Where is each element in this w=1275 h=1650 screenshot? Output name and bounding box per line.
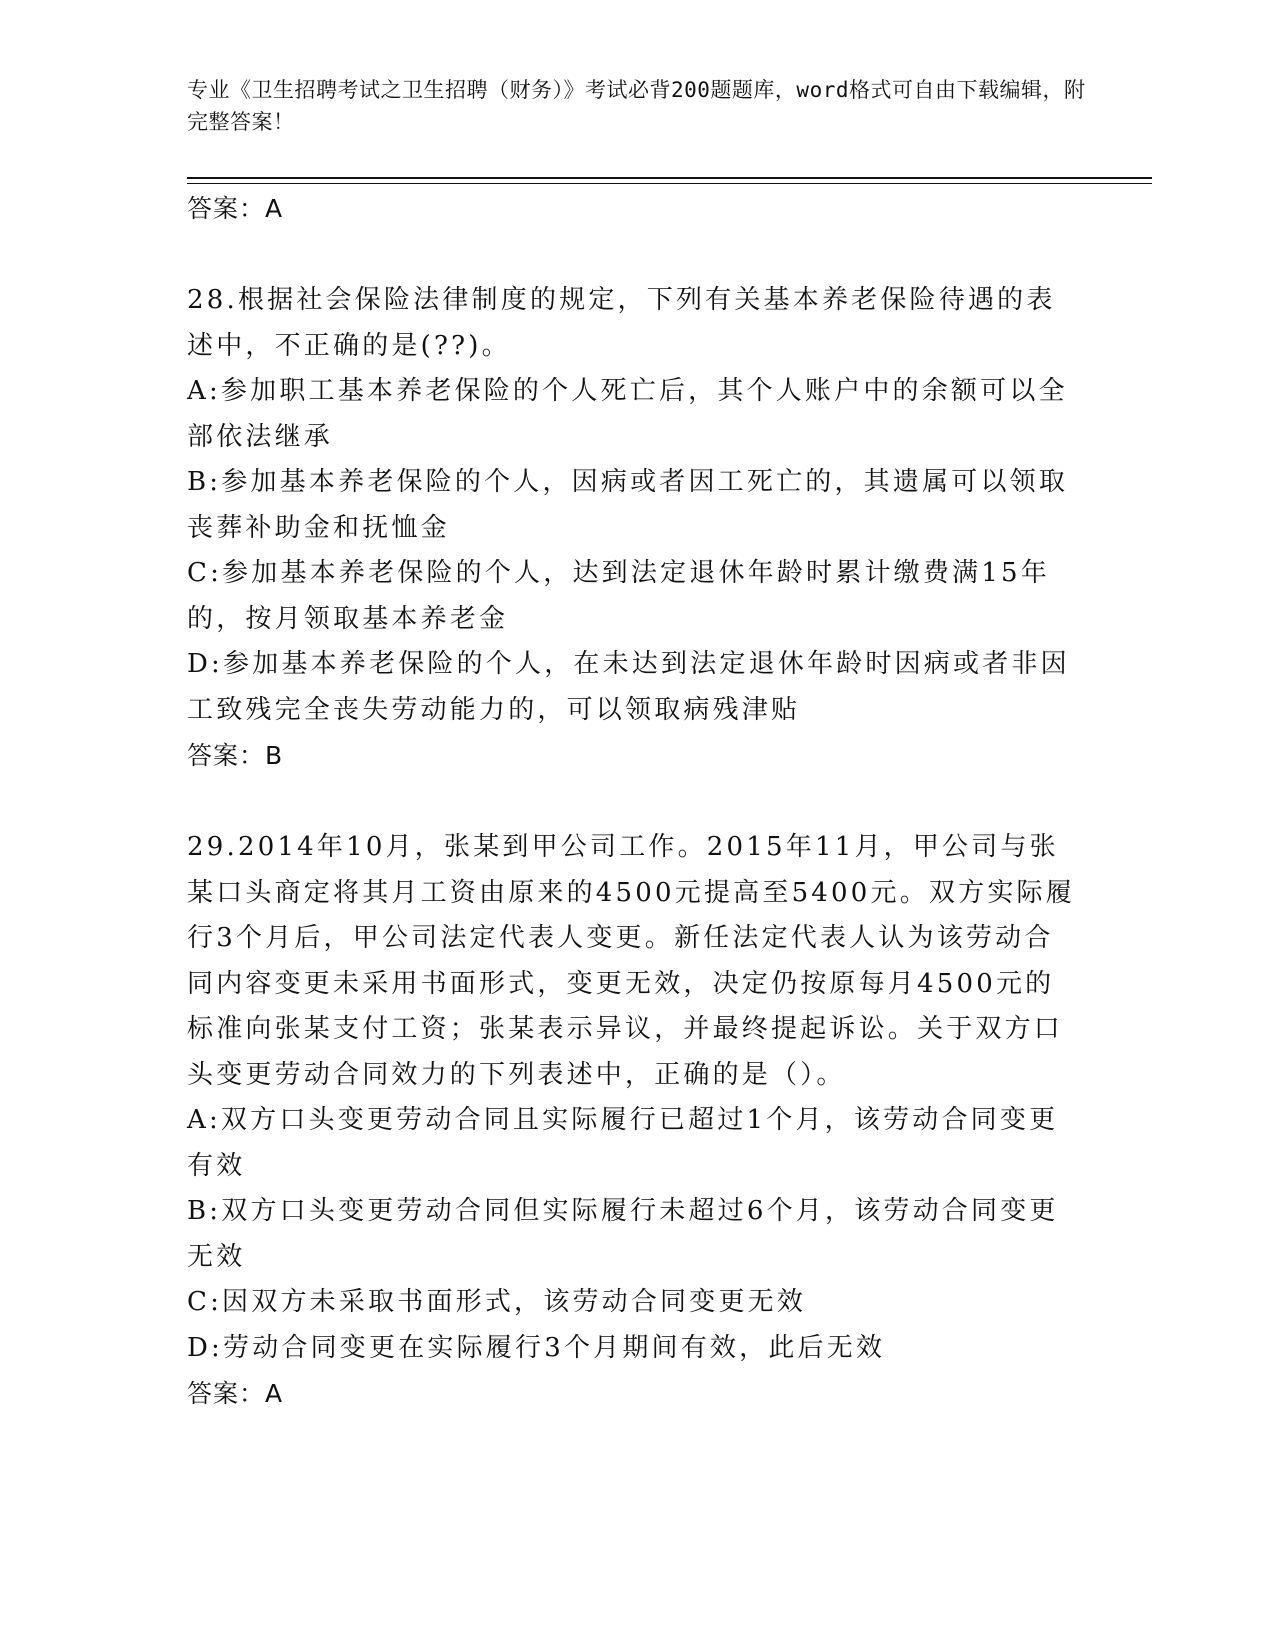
answer: 答案：A: [187, 1379, 284, 1408]
option-b: B:双方口头变更劳动合同但实际履行未超过6个月，该劳动合同变更无效: [187, 1196, 1059, 1272]
option-a: A:参加职工基本养老保险的个人死亡后，其个人账户中的余额可以全部依法继承: [187, 376, 1068, 452]
previous-answer: 答案：A: [187, 194, 284, 223]
option-b: B:参加基本养老保险的个人，因病或者因工死亡的，其遗属可以领取丧葬补助金和抚恤金: [187, 467, 1069, 543]
option-c: C:参加基本养老保险的个人，达到法定退休年龄时累计缴费满15年的，按月领取基本养老金: [187, 558, 1050, 634]
answer: 答案：B: [187, 741, 284, 770]
header-rule-thin: [187, 183, 1152, 184]
option-d: D:参加基本养老保险的个人，在未达到法定退休年龄时因病或者非因工致残完全丧失劳动能力的，可以领取病残津贴: [187, 649, 1070, 725]
page-header: 专业《卫生招聘考试之卫生招聘（财务）》考试必背200题题库，word格式可自由下载编辑，附完整答案！: [187, 78, 1086, 134]
option-a: A:双方口头变更劳动合同且实际履行已超过1个月，该劳动合同变更有效: [187, 1105, 1059, 1181]
option-d: D:劳动合同变更在实际履行3个月期间有效，此后无效: [187, 1332, 886, 1363]
question-text: 28.根据社会保险法律制度的规定，下列有关基本养老保险待遇的表述中，不正确的是(??)。: [187, 285, 1056, 361]
option-c: C:因双方未采取书面形式，该劳动合同变更无效: [187, 1287, 807, 1317]
question-29: [187, 825, 1077, 1417]
header-rule-thick: [187, 177, 1152, 179]
question-text: 29.2014年10月，张某到甲公司工作。2015年11月，甲公司与张某口头商定将其月工资由原来的4500元提高至5400元。双方实际履行3个月后，甲公司法定代表人变更。新任法定代表人认为该劳动合同内容变更未采用书面形式，变更无效，决定仍按原每月4500元的标准向张某支付工资；张某表示异议，并最终提起诉讼。关于双方口头变更劳动合同效力的下列表述中，正确的是（）。: [187, 832, 1075, 1090]
document-body: [187, 186, 1077, 1417]
question-28: [187, 278, 1077, 779]
